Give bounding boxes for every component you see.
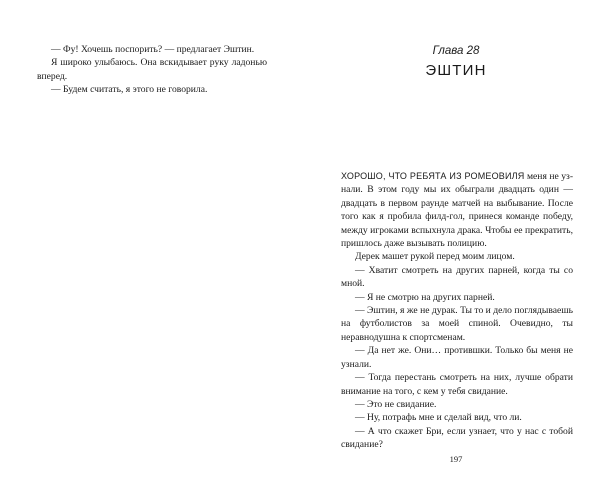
right-page-text [341,170,573,452]
paragraph: — Тогда перестань смотреть на них, лучше обрати внимание на того, с кем у тебя свидание. [341,372,573,397]
opening-paragraph-text: меня не узнали. В этом году мы их обыграли двадцать один — двадцать в первом раунде матчей на выбывание. После того как я пробила филд-гол, принеся команде победу, между игроками вспыхнула драка. Чтобы ее прекратить, пришлось даже вызывать полицию. [341,171,574,250]
left-page-text [37,43,267,97]
paragraph: — А что скажет Бри, если узнает, что у нас с тобой свидание? [341,425,573,451]
paragraph: — Будем считать, я этого не говорила. [51,84,208,96]
paragraph: — Да нет же. Они… протившки. Только бы меня не узнали. [341,345,573,370]
paragraph: Я широко улыбаюсь. Она вскидывает руку ладонью вперед. [37,57,267,82]
chapter-title: ЭШТИН [425,62,487,79]
paragraph: — Я не смотрю на других парней. [355,291,495,303]
chapter-number: Глава 28 [432,45,480,57]
paragraph: — Ну, потрафь мне и сделай вид, что ли. [355,412,522,424]
paragraph: Дерек машет рукой перед моим лицом. [355,251,515,263]
paragraph: — Это не свидание. [355,398,437,410]
chapter-heading [304,44,608,80]
lead-in-caps: ХОРОШО, ЧТО РЕБЯТА ИЗ РОМЕОВИЛЯ [341,171,525,181]
right-page [304,0,608,486]
paragraph: — Фу! Хочешь поспорить? — предлагает Эштин. [51,44,255,55]
paragraph: — Эштин, я же не дурак. Ты то и дело поглядываешь на футболистов за моей спиной. Очевидно, ты неравнодушна к спортсменам. [341,305,573,343]
page-number: 197 [449,454,463,464]
opening-paragraph [341,170,573,250]
paragraph: — Хватит смотреть на других парней, когда ты со мной. [341,264,573,290]
